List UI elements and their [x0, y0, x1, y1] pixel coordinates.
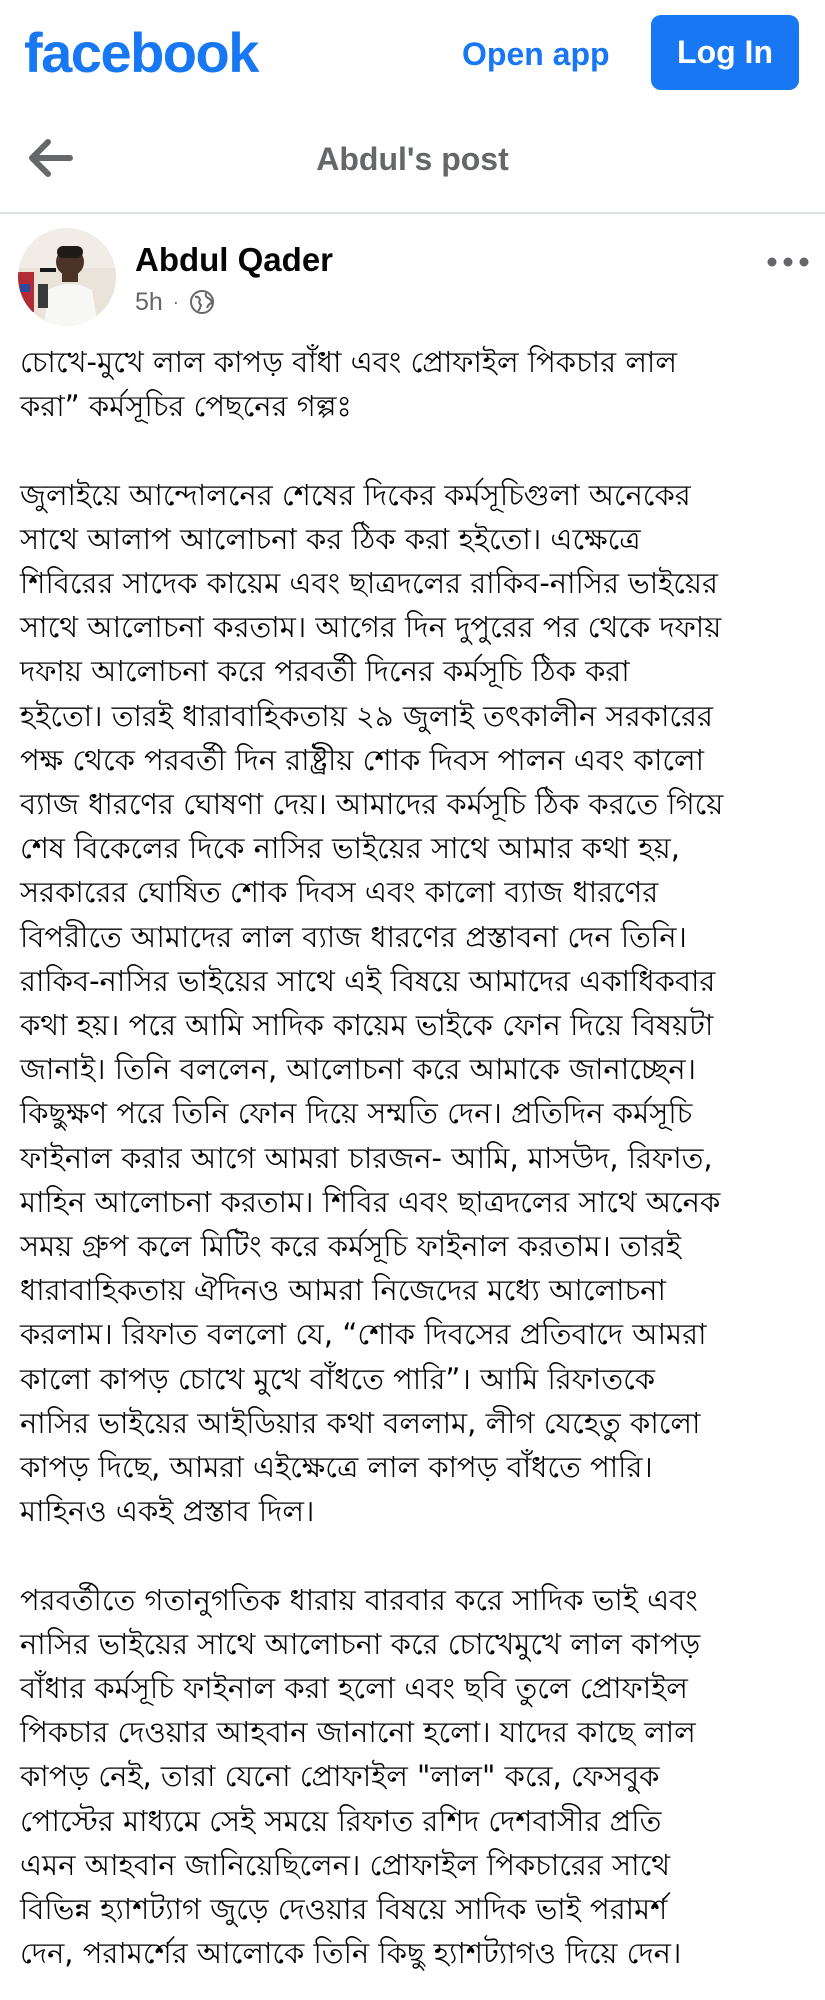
- post-text-line: বিভিন্ন হ্যাশট্যাগ জুড়ে দেওয়ার বিষয়ে সাদিক ভাই পরামর্শ: [20, 1892, 668, 1927]
- post-text-line: মাহিন আলোচনা করতাম। শিবির এবং ছাত্রদলের সাথে অনেক: [20, 1184, 721, 1219]
- post-text-line: সরকারের ঘোষিত শোক দিবস এবং কালো ব্যাজ ধারণের: [20, 875, 659, 910]
- login-button[interactable]: Log In: [651, 15, 799, 90]
- page-title: Abdul's post: [316, 141, 509, 177]
- post-paragraph: [20, 473, 825, 1534]
- post-text-line: সময় গ্রুপ কলে মিটিং করে কর্মসূচি ফাইনাল করতাম। তারই: [20, 1229, 682, 1264]
- post-text-line: কাপড় নেই, তারা যেনো প্রোফাইল "লাল" করে, ফেসবুক: [20, 1759, 660, 1794]
- post-text-line: পরবর্তীতে গতানুগতিক ধারায় বারবার করে সাদিক ভাই এবং: [20, 1582, 698, 1617]
- post-paragraph: [20, 1578, 825, 1976]
- post-text-line: জুলাইয়ে আন্দোলনের শেষের দিকের কর্মসূচিগুলা অনেকের: [20, 477, 691, 512]
- post-text-line: ব্যাজ ধারণের ঘোষণা দেয়। আমাদের কর্মসূচি ঠিক করতে গিয়ে: [20, 787, 724, 822]
- meta-separator: ·: [172, 291, 179, 312]
- post-text-line: পিকচার দেওয়ার আহবান জানানো হলো। যাদের কাছে লাল: [20, 1715, 696, 1750]
- avatar[interactable]: [18, 228, 116, 326]
- post-text-line: করা” কর্মসূচির পেছনের গল্পঃ: [20, 389, 352, 424]
- post-text-line: বিপরীতে আমাদের লাল ব্যাজ ধারণের প্রস্তাবনা দেন তিনি।: [20, 919, 687, 954]
- post-text-line: দেন, পরামর্শের আলোকে তিনি কিছু হ্যাশট্যাগও দিয়ে দেন।: [20, 1936, 682, 1971]
- paragraph-gap: [20, 1533, 825, 1577]
- post-text-line: ফাইনাল করার আগে আমরা চারজন- আমি, মাসউদ, রিফাত,: [20, 1140, 713, 1175]
- post-text-line: শিবিরের সাদেক কায়েম এবং ছাত্রদলের রাকিব-নাসির ভাইয়ের: [20, 566, 718, 600]
- post-text-line: দফায় আলোচনা করে পরবর্তী দিনের কর্মসূচি ঠিক করা: [20, 654, 630, 689]
- post-text-line: রাকিব-নাসির ভাইয়ের সাথে এই বিষয়ে আমাদের একাধিকবার: [20, 963, 716, 998]
- post-body: [20, 340, 825, 1975]
- post-text-line: শেষ বিকেলের দিকে নাসির ভাইয়ের সাথে আমার কথা হয়,: [20, 831, 680, 866]
- more-options-button[interactable]: [766, 252, 810, 272]
- post-meta: [135, 284, 215, 320]
- post-text-line: কথা হয়। পরে আমি সাদিক কায়েম ভাইকে ফোন দিয়ে বিষয়টা: [20, 1008, 714, 1043]
- post-text-line: কিছুক্ষণ পরে তিনি ফোন দিয়ে সম্মতি দেন। প্রতিদিন কর্মসূচি: [20, 1096, 693, 1131]
- post-time[interactable]: 5h: [135, 287, 163, 316]
- post-text-line: পোস্টের মাধ্যমে সেই সময়ে রিফাত রশিদ দেশবাসীর প্রতি: [20, 1803, 662, 1838]
- post-text-line: কাপড় দিছে, আমরা এইক্ষেত্রে লাল কাপড় বাঁধতে পারি।: [20, 1450, 653, 1485]
- post-text-line: মাহিনও একই প্রস্তাব দিল।: [20, 1494, 315, 1529]
- post-text-line: সাথে আলাপ আলোচনা কর ঠিক করা হইতো। এক্ষেত্রে: [20, 521, 641, 556]
- post-text-line: বাঁধার কর্মসূচি ফাইনাল করা হলো এবং ছবি তুলে প্রোফাইল: [20, 1671, 688, 1706]
- post-text-line: নাসির ভাইয়ের সাথে আলোচনা করে চোখেমুখে লাল কাপড়: [20, 1626, 701, 1661]
- post-text-line: নাসির ভাইয়ের আইডিয়ার কথা বললাম, লীগ যেহেতু কালো: [20, 1405, 701, 1440]
- paragraph-gap: [20, 428, 825, 472]
- post-text-line: জানাই। তিনি বললেন, আলোচনা করে আমাকে জানাচ্ছেন।: [20, 1052, 696, 1087]
- post-paragraph: [20, 340, 825, 428]
- top-bar: [0, 0, 825, 108]
- post-text-line: ধারাবাহিকতায় ঐদিনও আমরা নিজেদের মধ্যে আলোচনা: [20, 1273, 666, 1308]
- post-text-line: করলাম। রিফাত বললো যে, “শোক দিবসের প্রতিবাদে আমরা: [20, 1317, 707, 1352]
- more-horizontal-icon: [766, 252, 810, 272]
- post-text-line: পক্ষ থেকে পরবর্তী দিন রাষ্ট্রীয় শোক দিবস পালন এবং কালো: [20, 742, 705, 777]
- post-text-line: এমন আহবান জানিয়েছিলেন। প্রোফাইল পিকচারের সাথে: [20, 1847, 671, 1882]
- post-text-line: সাথে আলোচনা করতাম। আগের দিন দুপুরের পর থেকে দফায়: [20, 610, 722, 645]
- post-author-row: [0, 214, 825, 334]
- open-app-link[interactable]: Open app: [462, 36, 610, 72]
- facebook-logo[interactable]: facebook: [24, 21, 258, 84]
- post-text-line: কালো কাপড় চোখে মুখে বাঁধতে পারি”। আমি রিফাতকে: [20, 1361, 656, 1396]
- post-header: [0, 108, 825, 214]
- post-text-line: হইতো। তারই ধারাবাহিকতায় ২৯ জুলাই তৎকালীন সরকারের: [20, 698, 713, 733]
- post-text-line: চোখে-মুখে লাল কাপড় বাঁধা এবং প্রোফাইল পিকচার লাল: [20, 345, 677, 379]
- globe-icon: [189, 289, 215, 315]
- avatar-photo: [18, 228, 116, 326]
- author-name[interactable]: Abdul Qader: [135, 241, 334, 278]
